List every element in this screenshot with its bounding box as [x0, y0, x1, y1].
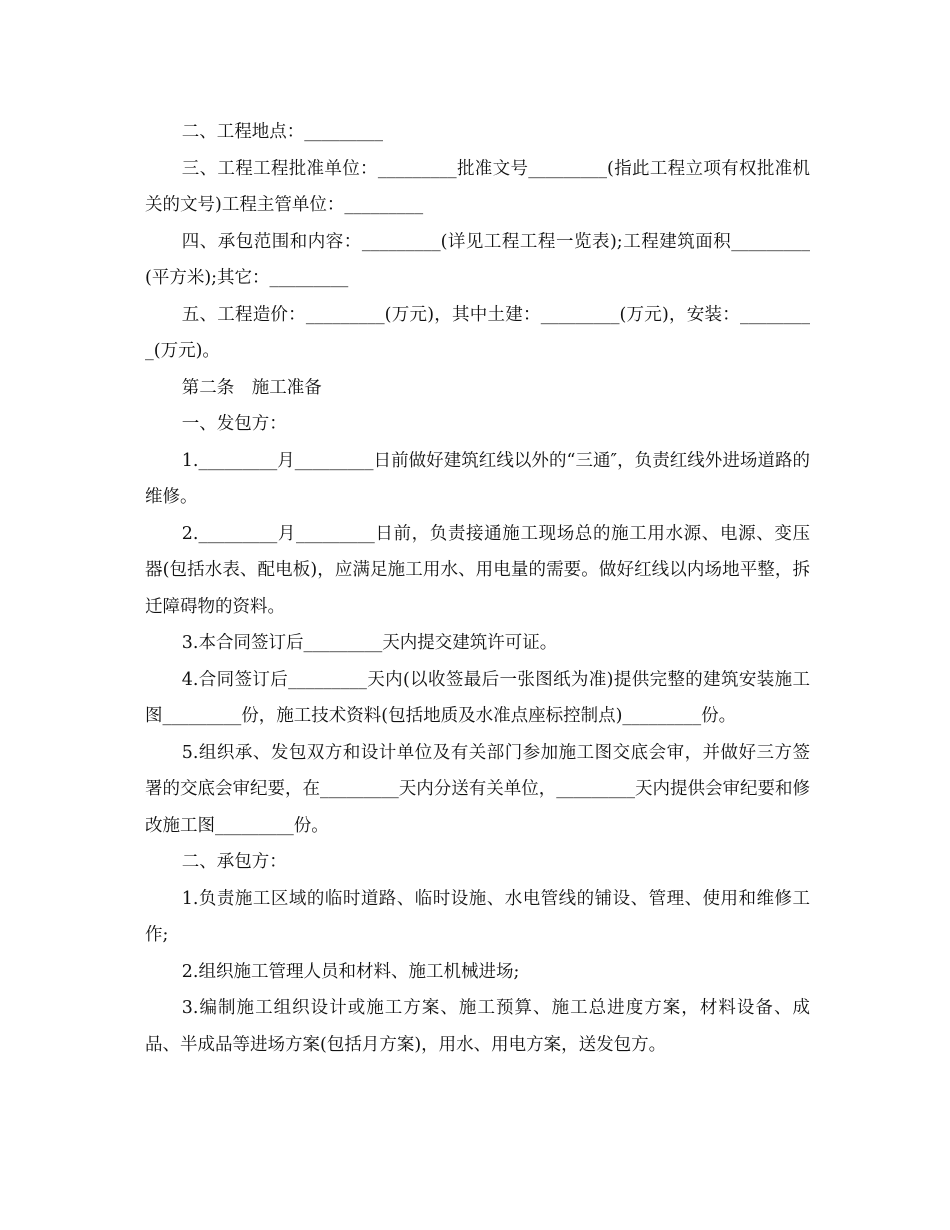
- contractor-item-2: 2.组织施工管理人员和材料、施工机械进场;: [181, 961, 520, 982]
- employer-item-1: 1._________月_________日前做好建筑红线以外的“三通″，负责红线外进场道路的维修。: [145, 450, 810, 507]
- document-body: [145, 114, 810, 1063]
- employer-item-5: 5.组织承、发包双方和设计单位及有关部门参加施工图交底会审，并做好三方签署的交底会审纪要，在_________天内分送有关单位，_________天内提供会审纪要和修改施工图_________份。: [145, 742, 810, 836]
- article-heading-construction-prep: 第二条 施工准备: [181, 377, 322, 398]
- clause-project-location: 二、工程地点：_________: [181, 122, 383, 142]
- employer-item-4: 4.合同签订后_________天内(以收签最后一张图纸为准)提供完整的建筑安装施工图_________份，施工技术资料(包括地质及水准点座标控制点)_________份。: [145, 669, 810, 726]
- clause-scope: 四、承包范围和内容：_________(详见工程工程一览表);工程建筑面积_________(平方米);其它：_________: [145, 231, 810, 288]
- contractor-item-3: 3.编制施工组织设计或施工方案、施工预算、施工总进度方案，材料设备、成品、半成品等进场方案(包括月方案)，用水、用电方案，送发包方。: [145, 998, 810, 1055]
- section-heading-employer: 一、发包方：: [181, 414, 287, 434]
- employer-item-3: 3.本合同签订后_________天内提交建筑许可证。: [181, 633, 558, 653]
- employer-item-2: 2._________月_________日前，负责接通施工现场总的施工用水源、电源、变压器(包括水表、配电板)，应满足施工用水、用电量的需要。做好红线以内场地平整，拆迁障碍物的资料。: [145, 523, 810, 617]
- clause-project-cost: 五、工程造价：_________(万元)，其中土建：_________(万元)，安装：_________(万元)。: [145, 304, 810, 361]
- clause-approval-unit: 三、工程工程批准单位：_________批准文号_________(指此工程立项有权批准机关的文号)工程主管单位：_________: [145, 158, 810, 215]
- section-heading-contractor: 二、承包方：: [181, 852, 287, 872]
- contractor-item-1: 1.负责施工区域的临时道路、临时设施、水电管线的铺设、管理、使用和维修工作;: [145, 888, 810, 945]
